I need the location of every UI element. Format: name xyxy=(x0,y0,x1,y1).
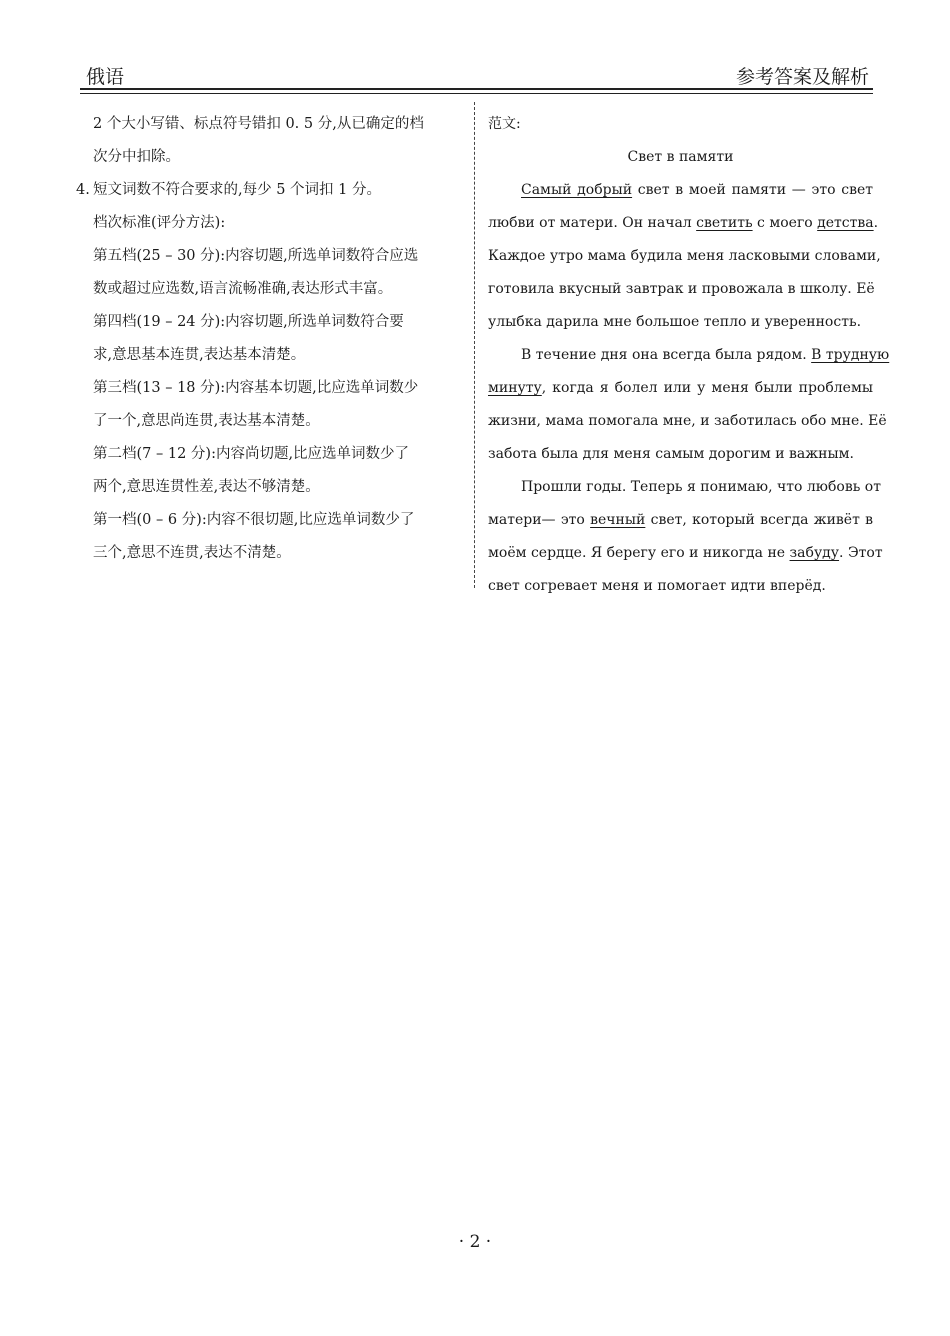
underlined-phrase: Самый добрый xyxy=(521,182,633,198)
essay-line: готовила вкусный завтрак и провожала в школу. Её xyxy=(488,281,875,297)
essay-line xyxy=(488,372,873,405)
essay-label: 范文: xyxy=(488,116,521,132)
criteria-line: 第三档(13 – 18 分):内容基本切题,比应选单词数少 xyxy=(93,380,419,396)
underlined-phrase: забуду xyxy=(789,545,840,561)
essay-line: улыбка дарила мне большое тепло и уверенность. xyxy=(488,314,862,330)
sample-essay-column xyxy=(488,108,890,603)
essay-line xyxy=(488,537,883,570)
underlined-phrase: детства xyxy=(817,215,874,231)
essay-line: Прошли годы. Теперь я понимаю, что любовь от xyxy=(521,479,881,495)
item-number: 4. xyxy=(76,182,90,198)
essay-text: свет в моей памяти — это свет xyxy=(632,182,873,198)
criteria-line: 两个,意思连贯性差,表达不够清楚。 xyxy=(93,479,320,495)
header-rule-thin xyxy=(80,93,873,94)
underlined-phrase: минуту xyxy=(488,380,542,396)
criteria-line: 短文词数不符合要求的,每少 5 个词扣 1 分。 xyxy=(93,182,381,198)
underlined-phrase: светить xyxy=(696,215,753,231)
essay-text: с моего xyxy=(752,215,818,231)
essay-title: Свет в памяти xyxy=(627,149,734,165)
section-title: 参考答案及解析 xyxy=(735,66,869,88)
essay-line xyxy=(488,504,873,537)
essay-text: . xyxy=(873,215,879,231)
criteria-line: 第四档(19 – 24 分):内容切题,所选单词数符合要 xyxy=(93,314,404,330)
essay-text: В течение дня она всегда была рядом. xyxy=(521,347,812,363)
essay-text: моём сердце. Я берегу его и никогда не xyxy=(488,545,790,561)
criteria-line: 第一档(0 – 6 分):内容不很切题,比应选单词数少了 xyxy=(93,512,415,528)
essay-line xyxy=(488,339,890,372)
criteria-item-4 xyxy=(76,174,468,207)
criteria-line: 数或超过应选数,语言流畅准确,表达形式丰富。 xyxy=(93,281,393,297)
essay-line: свет согревает меня и помогает идти вперёд. xyxy=(488,578,826,594)
page-number: · 2 · xyxy=(458,1232,492,1252)
criteria-line: 次分中扣除。 xyxy=(93,149,180,165)
essay-text: , когда я болел или у меня были проблемы xyxy=(541,380,873,396)
underlined-phrase: вечный xyxy=(590,512,646,528)
essay-line: забота была для меня самым дорогим и важным. xyxy=(488,446,854,462)
page-header xyxy=(80,58,873,88)
essay-line: Каждое утро мама будила меня ласковыми словами, xyxy=(488,248,881,264)
column-divider xyxy=(474,102,475,588)
subject-title: 俄语 xyxy=(86,66,125,88)
essay-text: любви от матери. Он начал xyxy=(488,215,697,231)
header-rule-thick xyxy=(80,88,873,90)
essay-line xyxy=(488,207,879,240)
essay-text: . Этот xyxy=(839,545,883,561)
criteria-line: 求,意思基本连贯,表达基本清楚。 xyxy=(93,347,306,363)
criteria-line: 第五档(25 – 30 分):内容切题,所选单词数符合应选 xyxy=(93,248,419,264)
essay-text: свет, который всегда живёт в xyxy=(645,512,873,528)
criteria-line: 档次标准(评分方法): xyxy=(93,215,226,231)
criteria-line: 了一个,意思尚连贯,表达基本清楚。 xyxy=(93,413,320,429)
essay-line xyxy=(488,174,873,207)
essay-line: жизни, мама помогала мне, и заботилась обо мне. Её xyxy=(488,413,887,429)
underlined-phrase: В трудную xyxy=(811,347,890,363)
criteria-line: 三个,意思不连贯,表达不清楚。 xyxy=(93,545,291,561)
criteria-line: 2 个大小写错、标点符号错扣 0. 5 分,从已确定的档 xyxy=(93,116,424,132)
scoring-criteria-column xyxy=(76,108,468,570)
essay-text: матери— это xyxy=(488,512,591,528)
criteria-line: 第二档(7 – 12 分):内容尚切题,比应选单词数少了 xyxy=(93,446,410,462)
